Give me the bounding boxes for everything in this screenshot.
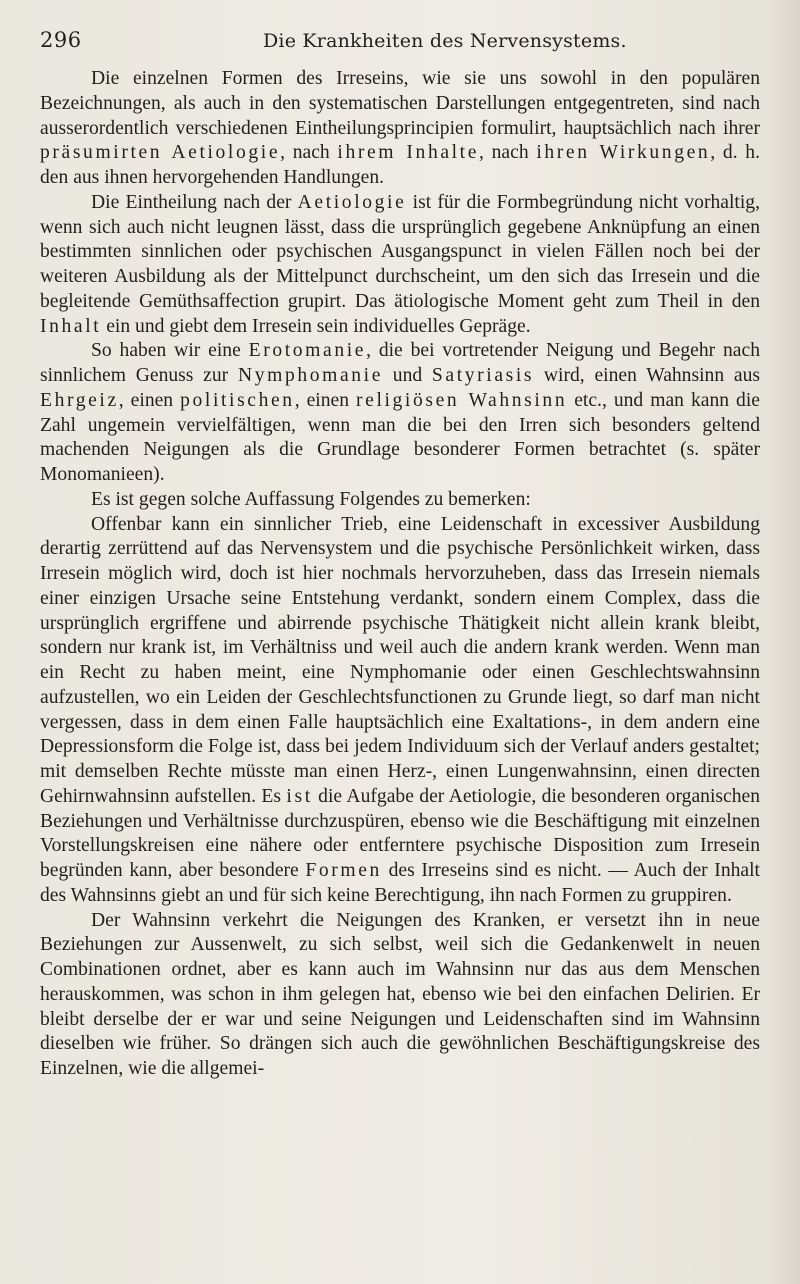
text-run: ein und giebt dem Irresein sein individuelles Gepräge. — [101, 315, 531, 337]
text-run: , einen — [118, 389, 181, 411]
paragraph-aetiology — [40, 191, 760, 340]
text-run: und — [383, 365, 432, 386]
page-header — [40, 28, 760, 62]
emphasis-spaced: Satyriasis — [431, 365, 535, 386]
text-run: , die bei vortretender Neigung und Begehr nach sinnlichem Genuss zur — [40, 340, 760, 386]
paragraph-delusion — [40, 909, 760, 1082]
text-run: wird, einen Wahnsinn aus — [534, 365, 761, 386]
text-run: Es ist gegen solche Auffassung Folgendes zu bemerken: — [91, 488, 531, 510]
emphasis-spaced: Erotomanie — [248, 340, 367, 362]
text-run: des Irreseins sind es nicht. — Auch der Inhalt des Wahnsinns giebt an und für sich keine Berechtigung, ihn nach Formen zu gruppiren. — [40, 860, 761, 906]
emphasis-spaced: Inhalt — [40, 315, 102, 337]
body-text — [40, 67, 760, 1082]
text-run: die Aufgabe der Aetiologie, die besonderen organischen Beziehungen und Verhältnisse durchzuspüren, ebenso wie die Beschäftigung mit einzelnen Vorstellungskreisen eine nähere oder entferntere psychische Disposition zum Irresein begründen kann, aber besondere — [40, 785, 760, 881]
text-run: ist für die Formbegründung nicht vorhaltig, wenn sich auch nicht leugnen lässt, dass die ursprünglich gegebene Anknüpfung an einen bestimmten sinnlichen oder psychischen Ausgangspunct in vielen Fällen noch bei der weiteren Ausbildung als der Mittelpunct durchscheint, um den sich das Irresein und die begleitende Gemüthsaffection grupirt. Das ätiologische Moment geht zum Theil in den — [40, 191, 760, 312]
text-run: Der Wahnsinn verkehrt die Neigungen des Kranken, er versetzt ihn in neue Beziehungen zur Aussenwelt, zu sich selbst, weil sich die Gedankenwelt in neuen Combinationen ordnet, aber es kann auch im Wahnsinn nur das aus dem Menschen herauskommen, was schon in ihm gelegen hat, ebenso wie bei den einfachen Delirien. Er bleibt derselbe der er war und seine Neigungen und Leidenschaften sind im Wahnsinn dieselben wie früher. So drängen sich auch die gewöhnlichen Beschäftigungskreise des Einzelnen, wie die allgemei- — [40, 909, 760, 1079]
paragraph-erotomania — [40, 339, 760, 488]
emphasis-spaced: Formen — [305, 860, 382, 881]
page-number: 296 — [40, 28, 82, 52]
emphasis-spaced: ist — [286, 785, 313, 807]
emphasis-spaced: Ehrgeiz — [40, 389, 119, 411]
text-run: Offenbar kann ein sinnlicher Trieb, eine Leidenschaft in excessiver Ausbildung derartig zerrüttend auf das Nervensystem und die psychische Persönlichkeit wirken, dass Irresein möglich wird, doch ist hier nochmals hervorzuheben, dass das Irresein niemals einer einzigen Ursache seine Entstehung verdankt, sondern einem Complex, dass die ursprünglich ergriffene und abirrende psychische Thätigkeit nicht allein krank bleibt, sondern nur krank ist, im Verhältniss und weil auch die andern krank werden. Wenn man ein Recht zu haben meint, eine Nymphomanie oder einen Geschlechtswahnsinn aufzustellen, wo ein Leiden der Geschlechtsfunctionen zu Grunde liegt, so darf man nicht vergessen, dass in dem einen Falle hauptsächlich eine Exaltations-, in dem andern eine Depressionsform die Folge ist, dass bei jedem Individuum sich der Verlauf anders gestaltet; mit demselben Rechte müsste man einen Herz-, einen Lungenwahnsinn, einen directen Gehirnwahnsinn aufstellen. Es — [40, 513, 760, 807]
text-run: etc., und man kann die Zahl ungemein vervielfältigen, wenn man die bei den Irren sich besonders geltend machenden Neigungen als die Grundlage besonderer Formen betrachtet (s. später Monomanieen). — [40, 389, 760, 485]
text-run: So haben wir eine — [91, 340, 249, 362]
emphasis-spaced: ihrem Inhalte — [337, 142, 480, 164]
paragraph-objection — [40, 513, 760, 909]
running-head: Die Krankheiten des Nervensystems. — [263, 30, 627, 52]
text-run: , d. h. den aus ihnen hervorgehenden Handlungen. — [40, 142, 760, 188]
text-run: , nach — [280, 142, 338, 164]
emphasis-spaced: politischen — [180, 389, 295, 411]
text-run: Die Eintheilung nach der — [91, 191, 298, 213]
emphasis-spaced: ihren Wirkungen — [536, 142, 711, 164]
emphasis-spaced: Nymphomanie — [237, 365, 384, 386]
paragraph-objection-intro — [40, 488, 760, 513]
text-run: , nach — [479, 142, 537, 164]
emphasis-spaced: religiösen Wahnsinn — [356, 389, 568, 411]
text-run: Die einzelnen Formen des Irreseins, wie sie uns sowohl in den populären Bezeichnungen, als auch in den systematischen Darstellungen entgegentreten, sind nach ausserordentlich verschiedenen Eintheilungsprincipien formulirt, hauptsächlich nach ihrer — [40, 68, 760, 139]
paragraph-forms-of-insanity — [40, 67, 760, 191]
emphasis-spaced: Aetiologie — [297, 191, 407, 213]
text-run: , einen — [294, 389, 357, 411]
emphasis-spaced: präsumirten Aetiologie — [40, 142, 281, 164]
